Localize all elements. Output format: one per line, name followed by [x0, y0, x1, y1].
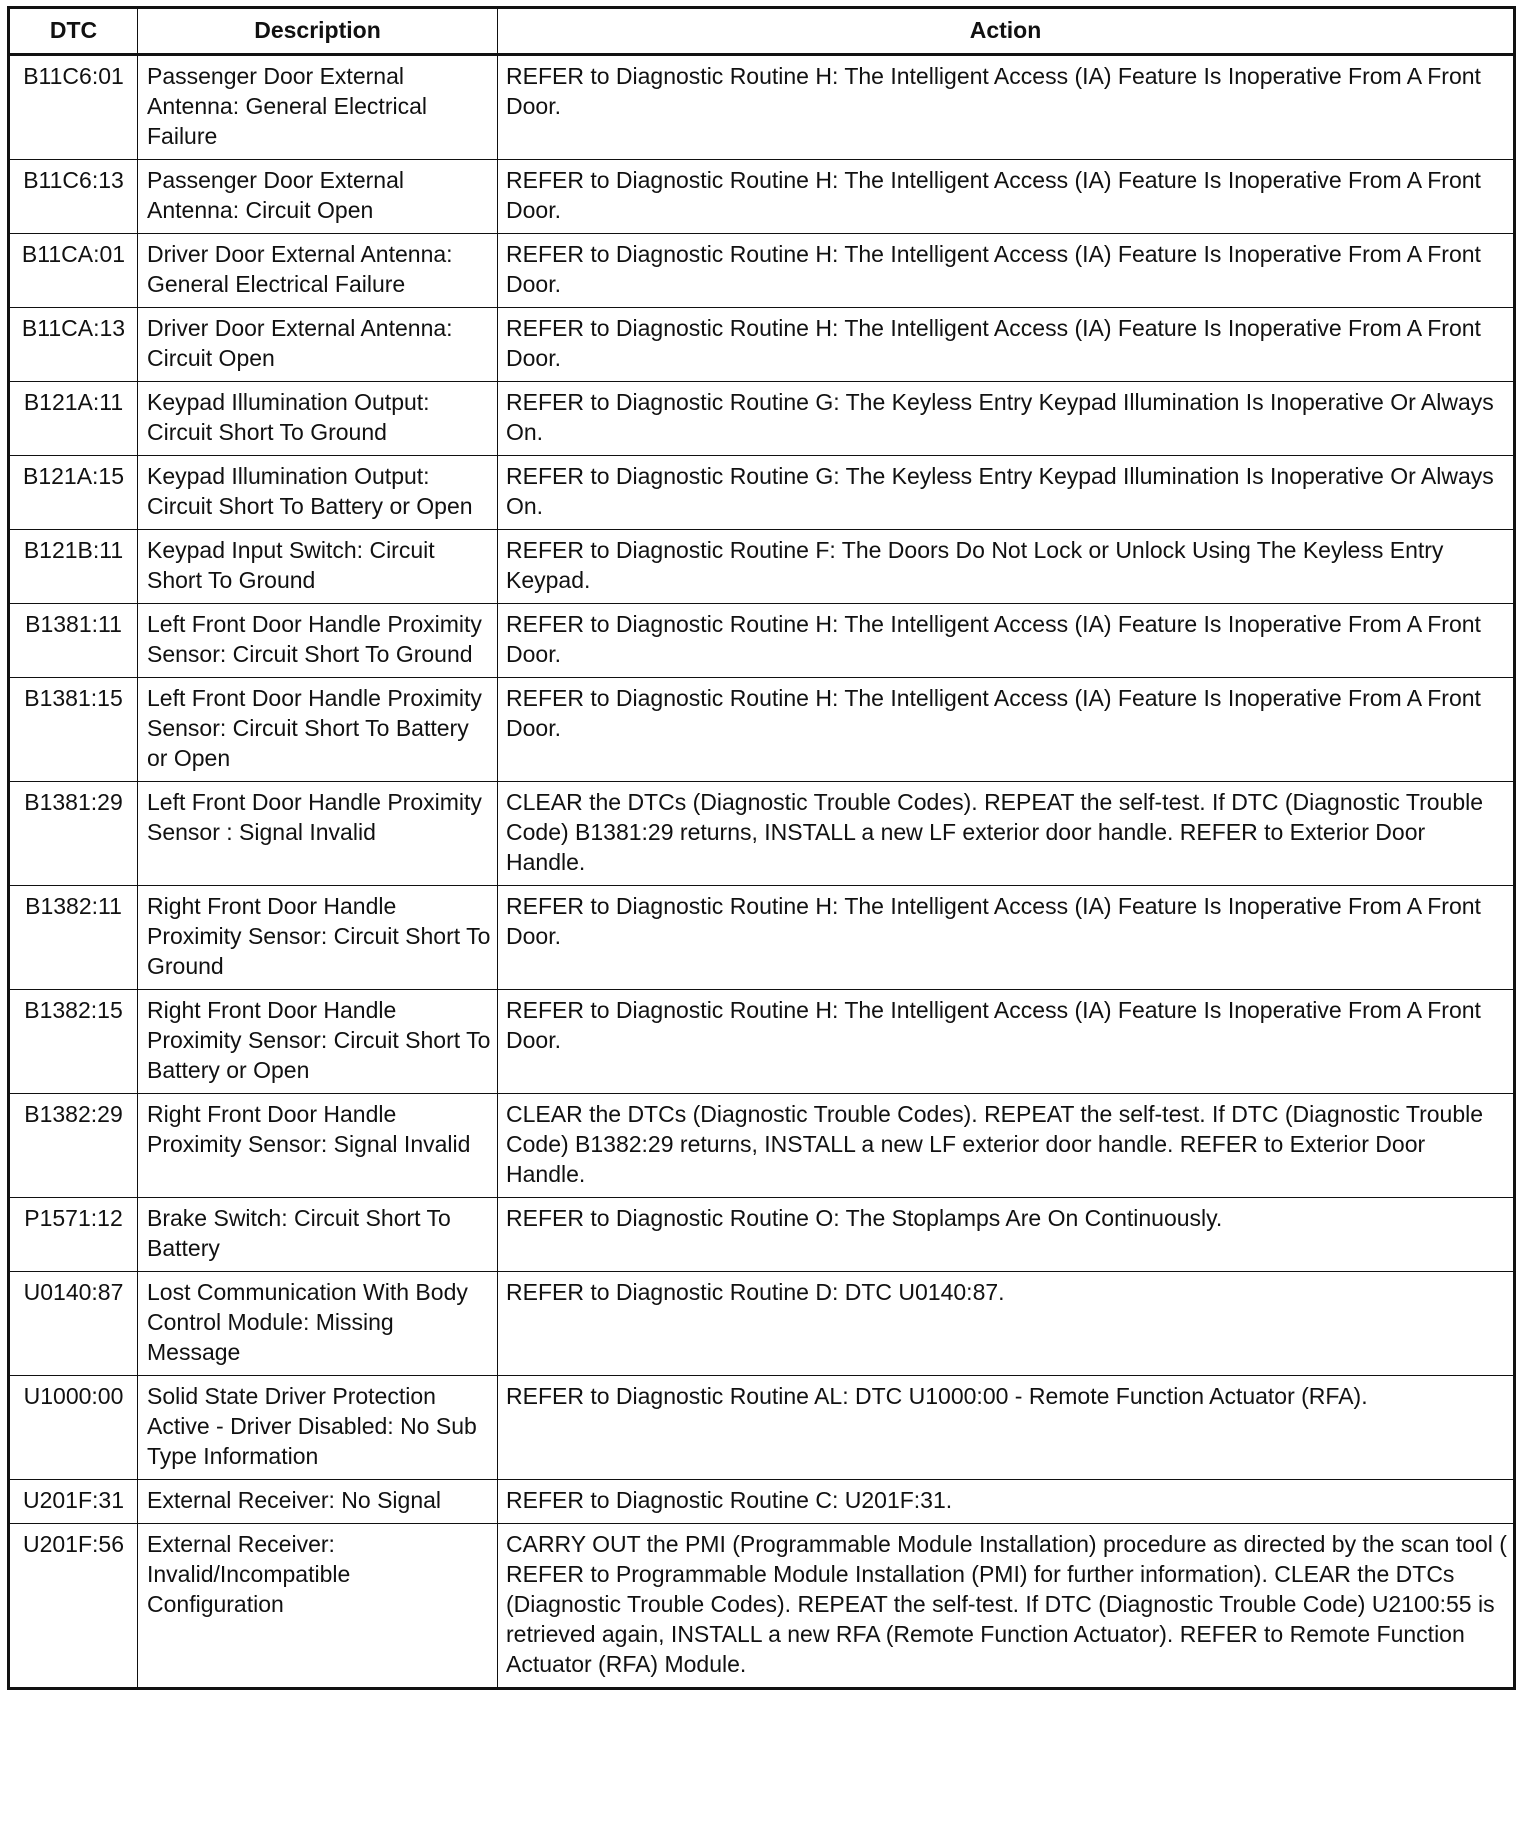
table-row: [9, 1376, 1515, 1480]
dtc-action: REFER to Diagnostic Routine H: The Intelligent Access (IA) Feature Is Inoperative From A Front Door.: [498, 55, 1515, 160]
dtc-action: REFER to Diagnostic Routine D: DTC U0140:87.: [498, 1272, 1515, 1376]
table-row: [9, 160, 1515, 234]
table-row: [9, 234, 1515, 308]
dtc-action: REFER to Diagnostic Routine O: The Stoplamps Are On Continuously.: [498, 1198, 1515, 1272]
table-row: [9, 1198, 1515, 1272]
table-row: [9, 308, 1515, 382]
dtc-action: REFER to Diagnostic Routine H: The Intelligent Access (IA) Feature Is Inoperative From A Front Door.: [498, 886, 1515, 990]
dtc-action: REFER to Diagnostic Routine H: The Intelligent Access (IA) Feature Is Inoperative From A Front Door.: [498, 234, 1515, 308]
dtc-description: Passenger Door External Antenna: Circuit Open: [138, 160, 498, 234]
dtc-code: B121B:11: [9, 530, 138, 604]
table-row: [9, 782, 1515, 886]
dtc-code: P1571:12: [9, 1198, 138, 1272]
table-row: [9, 530, 1515, 604]
dtc-action: REFER to Diagnostic Routine C: U201F:31.: [498, 1480, 1515, 1524]
table-body: [9, 55, 1515, 1689]
dtc-description: External Receiver: Invalid/Incompatible Configuration: [138, 1524, 498, 1689]
dtc-code: U0140:87: [9, 1272, 138, 1376]
dtc-code: B11CA:01: [9, 234, 138, 308]
dtc-description: Lost Communication With Body Control Module: Missing Message: [138, 1272, 498, 1376]
dtc-code: B121A:15: [9, 456, 138, 530]
table-row: [9, 886, 1515, 990]
dtc-description: Right Front Door Handle Proximity Sensor: Circuit Short To Ground: [138, 886, 498, 990]
table-row: [9, 1094, 1515, 1198]
dtc-description: Keypad Illumination Output: Circuit Short To Battery or Open: [138, 456, 498, 530]
dtc-action: REFER to Diagnostic Routine H: The Intelligent Access (IA) Feature Is Inoperative From A Front Door.: [498, 604, 1515, 678]
dtc-code: B1381:15: [9, 678, 138, 782]
dtc-action: REFER to Diagnostic Routine H: The Intelligent Access (IA) Feature Is Inoperative From A Front Door.: [498, 678, 1515, 782]
dtc-description: Driver Door External Antenna: General Electrical Failure: [138, 234, 498, 308]
dtc-action: REFER to Diagnostic Routine F: The Doors Do Not Lock or Unlock Using The Keyless Entry Keypad.: [498, 530, 1515, 604]
dtc-action: REFER to Diagnostic Routine H: The Intelligent Access (IA) Feature Is Inoperative From A Front Door.: [498, 990, 1515, 1094]
dtc-code: B1382:29: [9, 1094, 138, 1198]
dtc-description: Keypad Illumination Output: Circuit Short To Ground: [138, 382, 498, 456]
dtc-action: CLEAR the DTCs (Diagnostic Trouble Codes). REPEAT the self-test. If DTC (Diagnostic Trouble Code) B1381:29 returns, INSTALL a new LF exterior door handle. REFER to Exterior Door Handle.: [498, 782, 1515, 886]
dtc-code: B1382:15: [9, 990, 138, 1094]
table-header: [9, 8, 1515, 55]
table-row: [9, 55, 1515, 160]
dtc-description: Driver Door External Antenna: Circuit Open: [138, 308, 498, 382]
header-description: Description: [138, 8, 498, 55]
table-row: [9, 1480, 1515, 1524]
table-row: [9, 604, 1515, 678]
dtc-description: Right Front Door Handle Proximity Sensor: Signal Invalid: [138, 1094, 498, 1198]
dtc-action: REFER to Diagnostic Routine H: The Intelligent Access (IA) Feature Is Inoperative From A Front Door.: [498, 160, 1515, 234]
table-row: [9, 382, 1515, 456]
dtc-code: B121A:11: [9, 382, 138, 456]
dtc-action: REFER to Diagnostic Routine G: The Keyless Entry Keypad Illumination Is Inoperative Or Always On.: [498, 382, 1515, 456]
dtc-description: Left Front Door Handle Proximity Sensor : Signal Invalid: [138, 782, 498, 886]
dtc-action: REFER to Diagnostic Routine H: The Intelligent Access (IA) Feature Is Inoperative From A Front Door.: [498, 308, 1515, 382]
table-row: [9, 990, 1515, 1094]
dtc-code: B11CA:13: [9, 308, 138, 382]
dtc-description: External Receiver: No Signal: [138, 1480, 498, 1524]
table-row: [9, 1272, 1515, 1376]
dtc-code: B11C6:13: [9, 160, 138, 234]
dtc-table: [7, 6, 1516, 1690]
dtc-description: Right Front Door Handle Proximity Sensor: Circuit Short To Battery or Open: [138, 990, 498, 1094]
header-dtc: DTC: [9, 8, 138, 55]
dtc-action: CLEAR the DTCs (Diagnostic Trouble Codes). REPEAT the self-test. If DTC (Diagnostic Trouble Code) B1382:29 returns, INSTALL a new LF exterior door handle. REFER to Exterior Door Handle.: [498, 1094, 1515, 1198]
dtc-code: B1381:29: [9, 782, 138, 886]
dtc-description: Keypad Input Switch: Circuit Short To Ground: [138, 530, 498, 604]
dtc-code: B1381:11: [9, 604, 138, 678]
dtc-action: CARRY OUT the PMI (Programmable Module Installation) procedure as directed by the scan tool ( REFER to Programmable Module Installation (PMI) for further information). CLEAR the DTCs (Diagnostic Trouble Codes). REPEAT the self-test. If DTC (Diagnostic Trouble Code) U2100:55 is retrieved again, INSTALL a new RFA (Remote Function Actuator). REFER to Remote Function Actuator (RFA) Module.: [498, 1524, 1515, 1689]
dtc-action: REFER to Diagnostic Routine AL: DTC U1000:00 - Remote Function Actuator (RFA).: [498, 1376, 1515, 1480]
dtc-code: U1000:00: [9, 1376, 138, 1480]
header-row: [9, 8, 1515, 55]
table-row: [9, 678, 1515, 782]
dtc-description: Solid State Driver Protection Active - Driver Disabled: No Sub Type Information: [138, 1376, 498, 1480]
dtc-code: U201F:31: [9, 1480, 138, 1524]
dtc-description: Left Front Door Handle Proximity Sensor: Circuit Short To Ground: [138, 604, 498, 678]
table-row: [9, 1524, 1515, 1689]
dtc-code: B11C6:01: [9, 55, 138, 160]
header-action: Action: [498, 8, 1515, 55]
dtc-action: REFER to Diagnostic Routine G: The Keyless Entry Keypad Illumination Is Inoperative Or Always On.: [498, 456, 1515, 530]
dtc-code: B1382:11: [9, 886, 138, 990]
dtc-description: Passenger Door External Antenna: General Electrical Failure: [138, 55, 498, 160]
dtc-description: Brake Switch: Circuit Short To Battery: [138, 1198, 498, 1272]
dtc-code: U201F:56: [9, 1524, 138, 1689]
table-row: [9, 456, 1515, 530]
dtc-description: Left Front Door Handle Proximity Sensor: Circuit Short To Battery or Open: [138, 678, 498, 782]
